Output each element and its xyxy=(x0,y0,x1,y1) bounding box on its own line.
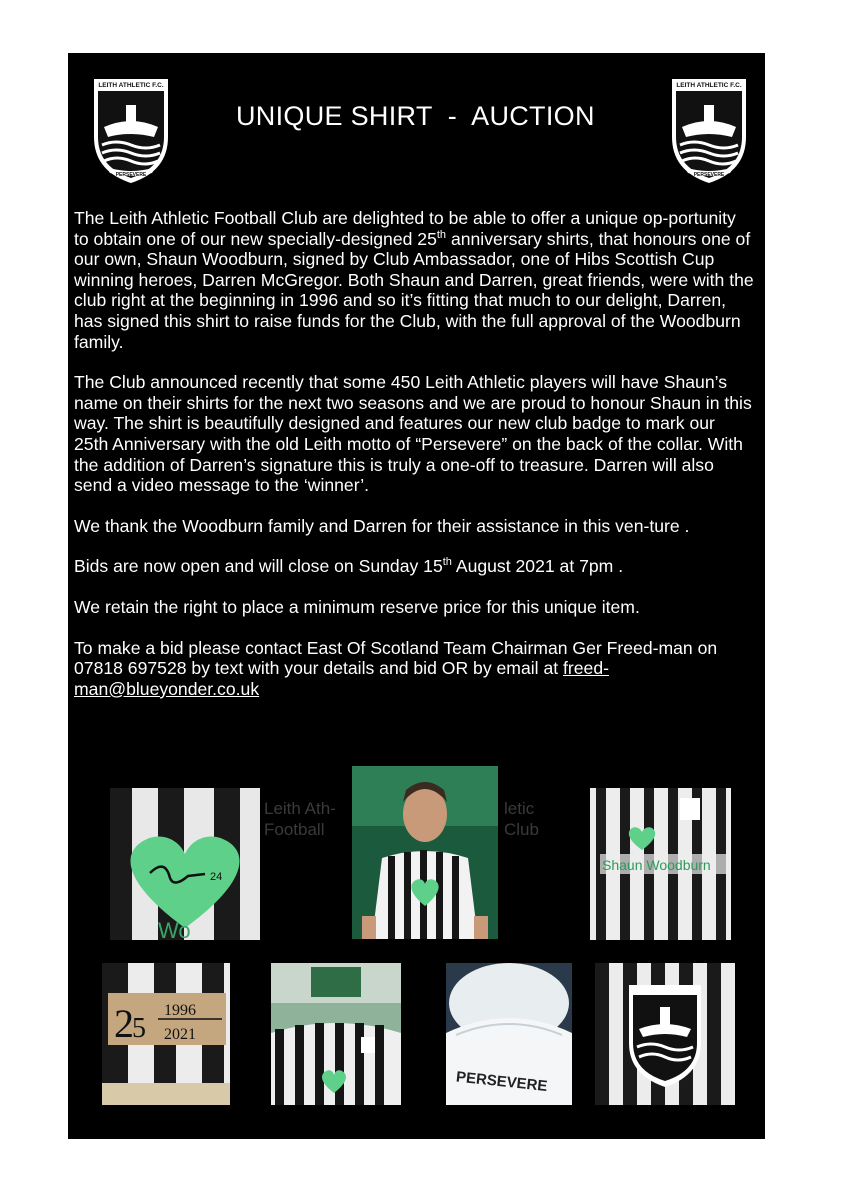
photo-shirt-stadium xyxy=(271,963,401,1105)
paragraph-reserve: We retain the right to place a minimum reserve price for this unique item. xyxy=(74,596,640,617)
patch-year-start: 1996 xyxy=(164,1002,196,1019)
paragraph-thanks: We thank the Woodburn family and Darren for their assistance in this ven-ture . xyxy=(74,515,690,536)
svg-text:5: 5 xyxy=(132,1013,146,1044)
photo-player xyxy=(352,766,498,939)
club-badge-left xyxy=(90,75,172,187)
badge-motto-text: PERSEVERE xyxy=(115,172,147,178)
shaun-woodburn-text: Shaun Woodburn xyxy=(602,857,711,873)
badge-top-text: LEITH ATHLETIC F.C. xyxy=(676,82,742,89)
paragraph-bid-dates: Bids are now open and will close on Sunday 15th August 2021 at 7pm . xyxy=(74,556,624,577)
photo-shirt-front xyxy=(590,788,731,940)
photo-anniversary-patch xyxy=(102,963,230,1105)
collar-persevere-text: PERSEVERE xyxy=(455,1068,549,1095)
crest-icon xyxy=(90,75,172,187)
photo-collar-persevere xyxy=(446,963,572,1105)
paragraph-shirt-details: The Club announced recently that some 450 Leith Athletic players will have Shaun’s name on their shirts for the next two seasons and we are proud to honour Shaun in this way. The shirt is beautifully designed and features our new club badge to mark our 25th Anniversary with the old Leith motto of “Persevere” on the back of the collar. With the addition of Darren’s signature this is truly a one-off to treasure. Darren will also send a video message to the ‘winner’. xyxy=(74,372,752,496)
paragraph-contact: To make a bid please contact East Of Scotland Team Chairman Ger Freed-man on 07818 697528 by text with your details and bid OR by email at freed-man@blueyonder.co.uk xyxy=(74,637,718,699)
email-link[interactable]: freed-man@blueyonder.co.uk xyxy=(74,658,609,699)
photo-club-badge xyxy=(595,963,735,1105)
crest-icon xyxy=(668,75,750,187)
caption-left: Leith Ath- Football xyxy=(264,799,336,839)
caption-right: letic Club xyxy=(504,799,539,839)
badge-top-text: LEITH ATHLETIC F.C. xyxy=(98,82,164,89)
photo-signed-heart xyxy=(110,788,260,940)
svg-text:2: 2 xyxy=(114,1001,134,1046)
badge-motto-text: PERSEVERE xyxy=(693,172,725,178)
auction-description xyxy=(74,208,754,719)
auction-poster xyxy=(68,53,765,1139)
paragraph-intro: The Leith Athletic Football Club are delighted to be able to offer a unique op-portunity to obtain one of our new specially-designed 25th anniversary shirts, that honours one of our own, Shaun Woodburn, signed by Club Ambassador, one of Hibs Scottish Cup winning heroes, Darren McGregor. Both Shaun and Darren, great friends, were with the club right at the beginning in 1996 and so it’s fitting that much to our delight, Darren, has signed this shirt to raise funds for the Club, with the full approval of the Woodburn family. xyxy=(74,208,754,352)
svg-text:24: 24 xyxy=(210,871,223,883)
page-title: UNIQUE SHIRT - AUCTION xyxy=(236,101,595,131)
svg-text:Wo: Wo xyxy=(158,918,191,940)
patch-year-end: 2021 xyxy=(164,1026,196,1043)
club-badge-right xyxy=(668,75,750,187)
